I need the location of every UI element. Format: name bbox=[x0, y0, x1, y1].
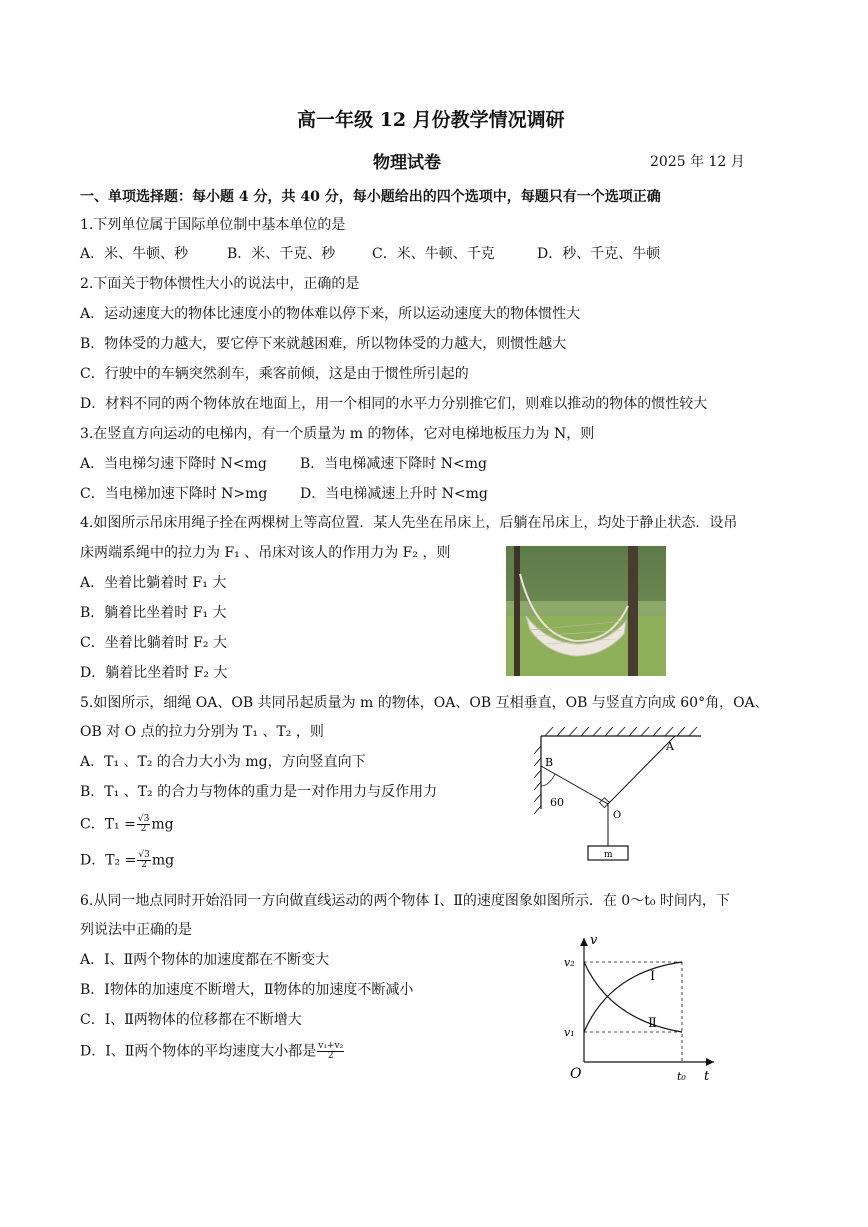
q5-option-c-label: C．T₁ = bbox=[80, 816, 136, 833]
v-axis-arrow bbox=[580, 938, 588, 946]
t0-label: t₀ bbox=[677, 1070, 686, 1083]
curve-one bbox=[584, 962, 682, 1032]
q5-option-a: A．T₁ 、T₂ 的合力大小为 mg，方向竖直向下 bbox=[80, 754, 366, 770]
q2-option-a: A．运动速度大的物体比速度小的物体难以停下来，所以运动速度大的物体惯性大 bbox=[80, 306, 581, 322]
angle-arc bbox=[541, 774, 555, 786]
q2-option-d: D．材料不同的两个物体放在地面上，用一个相同的水平力分别推它们，则难以推动的物体的惯性较大 bbox=[80, 396, 708, 412]
fraction-denominator: 2 bbox=[141, 860, 147, 870]
section-heading: 一、单项选择题：每小题 4 分，共 40 分，每小题给出的四个选项中，每题只有一个选项正确 bbox=[80, 189, 661, 205]
origin-label: O bbox=[570, 1066, 582, 1082]
fraction-numerator: v₁+v₂ bbox=[318, 1041, 344, 1051]
q4-option-d: D．躺着比坐着时 F₂ 大 bbox=[80, 665, 228, 681]
q1-option-c: C．米、牛顿、千克 bbox=[372, 246, 495, 262]
fraction-numerator: √3 bbox=[137, 814, 150, 824]
point-o-label: O bbox=[613, 810, 622, 821]
rope-oa bbox=[608, 736, 675, 804]
q4-option-a: A．坐着比躺着时 F₁ 大 bbox=[80, 575, 227, 591]
fraction-denominator: 2 bbox=[327, 1051, 334, 1061]
q5-option-c bbox=[80, 815, 174, 834]
exam-date: 2025 年 12 月 bbox=[650, 154, 745, 170]
t-axis-arrow bbox=[706, 1058, 714, 1066]
q2-option-c: C．行驶中的车辆突然刹车，乘客前倾，这是由于惯性所引起的 bbox=[80, 366, 469, 382]
question-4-stem-line1: 4.如图所示吊床用绳子拴在两棵树上等高位置．某人先坐在吊床上，后躺在吊床上，均处于静止状态．设吊 bbox=[80, 515, 738, 531]
rope-diagram bbox=[533, 724, 703, 864]
question-6-stem-line1: 6.从同一地点同时开始沿同一方向做直线运动的两个物体 Ⅰ、Ⅱ的速度图象如图所示．在 0～t₀ 时间内，下 bbox=[80, 893, 730, 909]
question-3-stem: 3.在竖直方向运动的电梯内，有一个质量为 m 的物体，它对电梯地板压力为 N，则 bbox=[80, 426, 595, 442]
wall-hatch bbox=[534, 746, 541, 814]
q5-option-b: B．T₁ 、T₂ 的合力与物体的重力是一对作用力与反作用力 bbox=[80, 784, 438, 800]
q6-option-d-label: D．Ⅰ、Ⅱ两个物体的平均速度大小都是 bbox=[80, 1043, 317, 1060]
q5-option-d bbox=[80, 851, 174, 870]
sqrt3-over-2-fraction bbox=[137, 815, 150, 834]
question-5-stem-line1: 5.如图所示，细绳 OA、OB 共同吊起质量为 m 的物体，OA、OB 互相垂直，OB 与竖直方向成 60°角，OA、 bbox=[80, 695, 769, 711]
question-5-stem-line2: OB 对 O 点的拉力分别为 T₁ 、T₂ ，则 bbox=[80, 724, 324, 740]
question-2-stem: 2.下面关于物体惯性大小的说法中，正确的是 bbox=[80, 276, 360, 292]
subject-title: 物理试卷 bbox=[373, 153, 441, 173]
q6-option-d bbox=[80, 1042, 345, 1061]
q4-option-c: C．坐着比躺着时 F₂ 大 bbox=[80, 635, 227, 651]
q4-option-b: B．躺着比坐着时 F₁ 大 bbox=[80, 605, 227, 621]
v2-label: v₂ bbox=[564, 956, 575, 969]
mg-unit: mg bbox=[151, 816, 174, 833]
page-title: 高一年级 12 月份教学情况调研 bbox=[297, 109, 565, 131]
mg-unit: mg bbox=[151, 852, 175, 869]
ceiling-hatch bbox=[545, 727, 697, 736]
q3-option-d: D．当电梯减速上升时 N<mg bbox=[300, 486, 488, 502]
q6-option-b: B．Ⅰ物体的加速度不断增大，Ⅱ物体的加速度不断减小 bbox=[80, 982, 414, 998]
q6-option-a: A．Ⅰ、Ⅱ两个物体的加速度都在不断变大 bbox=[80, 952, 330, 968]
fraction-denominator: 2 bbox=[140, 824, 147, 834]
question-4-stem-line2: 床两端系绳中的拉力为 F₁ 、吊床对该人的作用力为 F₂ ，则 bbox=[80, 545, 451, 561]
q2-option-b: B．物体受的力越大，要它停下来就越困难，所以物体受的力越大，则惯性越大 bbox=[80, 336, 567, 352]
curve-two-label: Ⅱ bbox=[648, 1016, 657, 1031]
point-b-label: B bbox=[545, 756, 554, 769]
q5-option-d-label: D．T₂ = bbox=[80, 852, 137, 869]
t-axis-label: t bbox=[704, 1069, 710, 1084]
v-axis-label: v bbox=[590, 933, 598, 948]
fraction-numerator: √3 bbox=[138, 850, 150, 860]
curve-one-label: Ⅰ bbox=[650, 969, 656, 984]
average-velocity-fraction bbox=[317, 1042, 344, 1061]
angle-label: 60 bbox=[550, 796, 564, 809]
question-1-stem: 1.下列单位属于国际单位制中基本单位的是 bbox=[80, 217, 346, 233]
q3-option-a: A．当电梯匀速下降时 N<mg bbox=[80, 456, 267, 472]
hammock-photo bbox=[506, 546, 666, 676]
curve-two bbox=[584, 962, 682, 1032]
velocity-time-graph bbox=[560, 932, 720, 1087]
q3-option-c: C．当电梯加速下降时 N>mg bbox=[80, 486, 268, 502]
question-6-stem-line2: 列说法中正确的是 bbox=[80, 922, 192, 938]
q1-option-b: B．米、千克、秒 bbox=[227, 246, 336, 262]
q1-option-d: D．秒、千克、牛顿 bbox=[537, 246, 661, 262]
q6-option-c: C．Ⅰ、Ⅱ两物体的位移都在不断增大 bbox=[80, 1012, 302, 1028]
sqrt3-over-2-fraction bbox=[137, 851, 150, 870]
mass-label: m bbox=[604, 850, 613, 860]
q3-option-b: B．当电梯减速下降时 N<mg bbox=[300, 456, 487, 472]
point-a-label: A bbox=[666, 740, 674, 753]
q1-option-a: A．米、牛顿、秒 bbox=[80, 246, 189, 262]
v1-label: v₁ bbox=[564, 1026, 575, 1039]
